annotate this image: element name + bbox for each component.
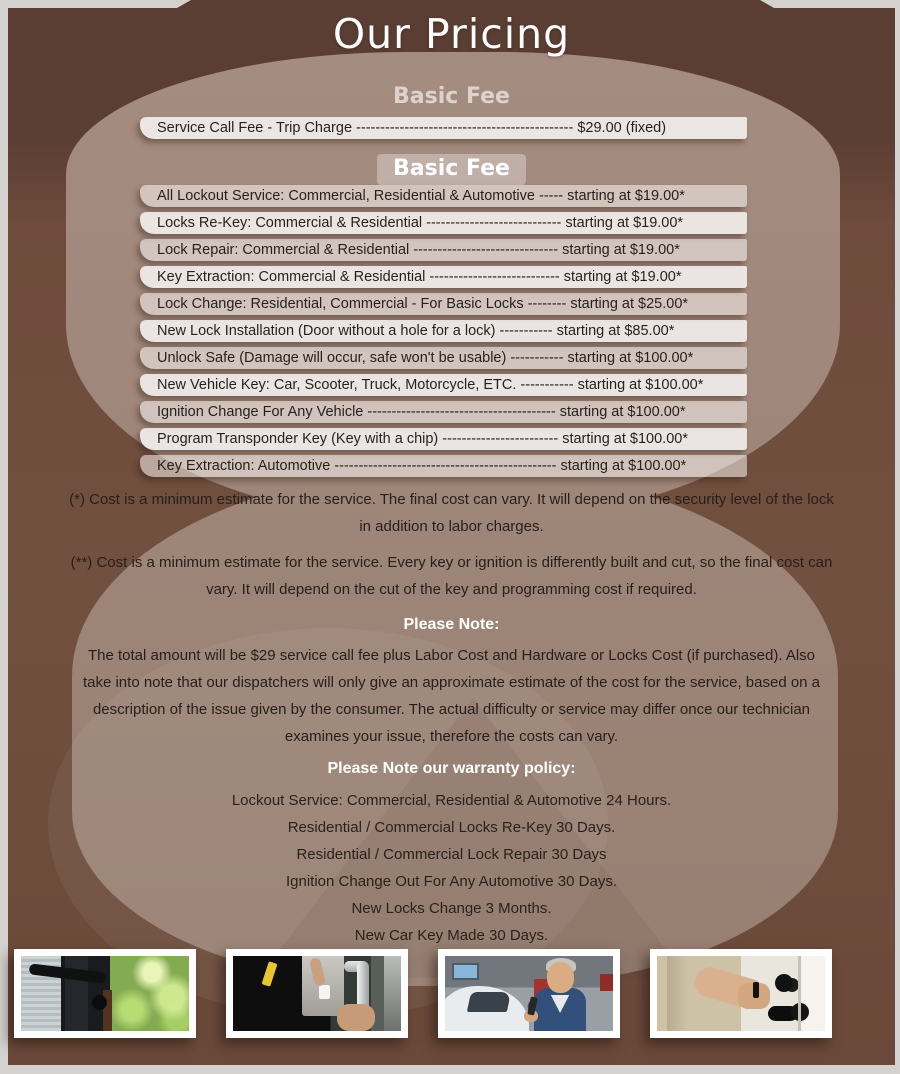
warranty-policy-heading: Please Note our warranty policy: bbox=[327, 760, 576, 777]
price-row: Locks Re-Key: Commercial & Residential ---------------------------- starting at $19.00* bbox=[140, 212, 747, 234]
shirt-fold bbox=[667, 956, 687, 1031]
price-row: Lock Repair: Commercial & Residential ------------------------------ starting at $19.00* bbox=[140, 239, 747, 261]
price-row: Lock Change: Residential, Commercial - For Basic Locks -------- starting at $25.00* bbox=[140, 293, 747, 315]
warranty-line: Lockout Service: Commercial, Residential & Automotive 24 Hours. bbox=[231, 792, 672, 809]
footnote-double-star: (**) Cost is a minimum estimate for the service. Every key or ignition is differently built and cut, so the final cost can vary. It will depend on the cut of the key and programming cost if required. bbox=[70, 554, 833, 598]
warranty-line: Residential / Commercial Lock Repair 30 Days bbox=[296, 846, 607, 863]
photo-strip bbox=[14, 949, 832, 1038]
door-edge bbox=[103, 990, 111, 1031]
please-note-heading: Please Note: bbox=[403, 616, 500, 633]
services-price-list bbox=[140, 185, 747, 482]
warranty-line: New Car Key Made 30 Days. bbox=[354, 927, 549, 944]
price-row: Ignition Change For Any Vehicle --------------------------------------- starting at $100.00* bbox=[140, 401, 747, 423]
price-row: New Vehicle Key: Car, Scooter, Truck, Motorcycle, ETC. ----------- starting at $100.00* bbox=[140, 374, 747, 396]
mechanic-keys-photo bbox=[438, 949, 620, 1038]
lock-tool bbox=[753, 982, 759, 998]
car-windshield bbox=[466, 992, 510, 1012]
door-edge-line bbox=[798, 956, 801, 1031]
warranty-line: New Locks Change 3 Months. bbox=[351, 900, 552, 917]
price-row: New Lock Installation (Door without a hole for a lock) ----------- starting at $85.00* bbox=[140, 320, 747, 342]
warranty-line: Residential / Commercial Locks Re-Key 30 Days. bbox=[287, 819, 616, 836]
yellow-key-fob bbox=[261, 961, 277, 987]
door-glass bbox=[384, 956, 401, 1031]
thumbturn-knob bbox=[92, 995, 107, 1010]
footnote-single-star: (*) Cost is a minimum estimate for the service. The final cost can vary. It will depend on the security level of the lock in addition to labor charges. bbox=[69, 491, 834, 535]
garage-monitor bbox=[452, 963, 479, 980]
keypad-entry-photo bbox=[226, 949, 408, 1038]
page-title: Our Pricing bbox=[332, 10, 571, 58]
basic-fee-heading-2: Basic Fee bbox=[377, 154, 526, 185]
deadbolt-upper bbox=[775, 974, 793, 992]
keypad-button bbox=[319, 985, 330, 999]
price-row: Program Transponder Key (Key with a chip) ------------------------ starting at $100.00* bbox=[140, 428, 747, 450]
red-cabinet bbox=[600, 974, 613, 991]
price-row: Key Extraction: Commercial & Residential --------------------------- starting at $19.00* bbox=[140, 266, 747, 288]
warranty-line: Ignition Change Out For Any Automotive 30 Days. bbox=[285, 873, 618, 890]
price-row: Key Extraction: Automotive ---------------------------------------------- starting at $100.00* bbox=[140, 455, 747, 477]
price-row: All Lockout Service: Commercial, Residential & Automotive ----- starting at $19.00* bbox=[140, 185, 747, 207]
door-handle-photo bbox=[14, 949, 196, 1038]
price-row: Service Call Fee - Trip Charge --------------------------------------------- $29.00 (fixed) bbox=[140, 117, 747, 139]
lock-install-photo bbox=[650, 949, 832, 1038]
mechanic-face bbox=[547, 962, 574, 993]
please-note-body: The total amount will be $29 service call fee plus Labor Cost and Hardware or Locks Cost (if purchased). Also take into note that our dispatchers will only give an approximate estimate of the cost for the service, based on a description of the issue given by the consumer. The actual difficulty or service may differ once our technician examines your issue, therefore the costs can vary. bbox=[82, 647, 821, 745]
pricing-page-canvas bbox=[8, 8, 895, 1065]
warranty-policy-list bbox=[68, 787, 835, 949]
basic-fee-heading-1: Basic Fee bbox=[393, 84, 510, 109]
gripping-hand bbox=[337, 1004, 375, 1031]
trip-charge-section bbox=[140, 117, 747, 144]
basic-fee-heading-2-wrap bbox=[8, 154, 895, 185]
price-row: Unlock Safe (Damage will occur, safe won't be usable) ----------- starting at $100.00* bbox=[140, 347, 747, 369]
